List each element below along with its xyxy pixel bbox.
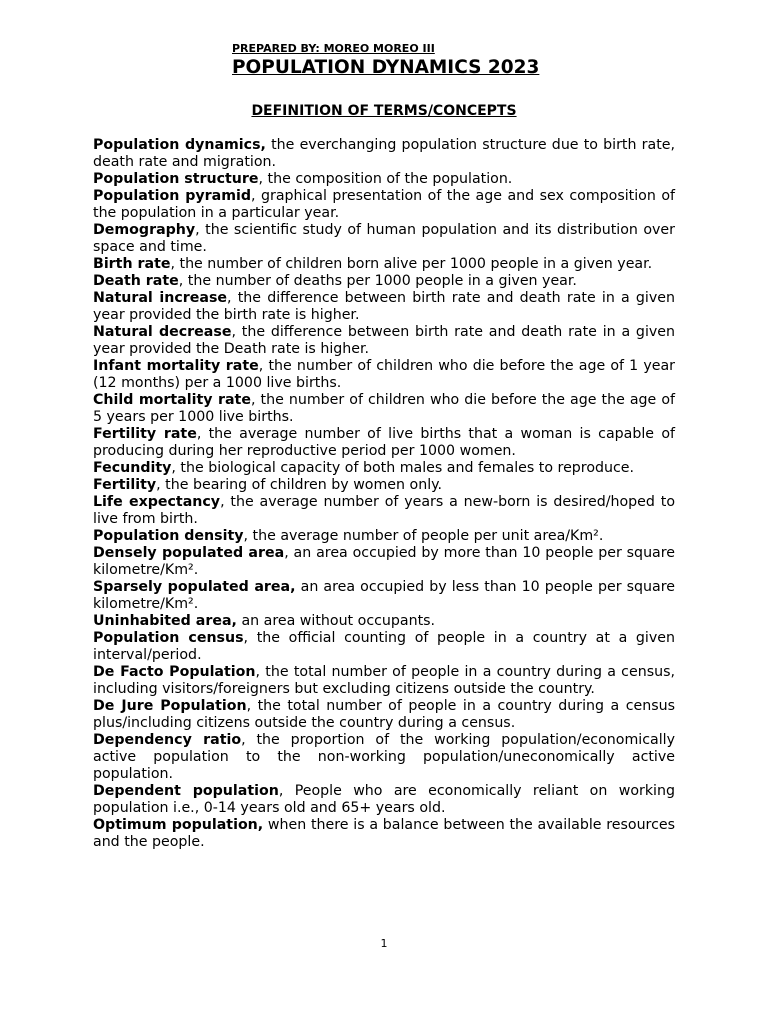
definition-text: , graphical presentation of the age and sex composition of the population in a particular year.	[93, 188, 676, 221]
definition-text: , the number of children who die before the age the age of 5 years per 1000 live births.	[93, 392, 675, 425]
definition-term: Population census	[93, 630, 244, 646]
definition-item	[93, 358, 675, 392]
definition-text: , the number of deaths per 1000 people in a given year.	[178, 273, 577, 289]
definition-text: , the scientific study of human population and its distribution over space and time.	[93, 222, 675, 255]
definition-item	[93, 137, 675, 171]
definition-text: the everchanging population structure due to birth rate, death rate and migration.	[93, 137, 675, 170]
definition-term: Demography	[93, 222, 196, 238]
definition-text: , the difference between birth rate and death rate in a given year provided the birth rate is higher.	[93, 290, 675, 323]
definition-item	[93, 579, 675, 613]
document-header	[232, 42, 539, 80]
definition-text: , the biological capacity of both males and females to reproduce.	[171, 460, 635, 476]
definition-item	[93, 477, 675, 494]
definition-item	[93, 256, 675, 273]
definition-term: Fertility	[93, 477, 157, 493]
definition-text: , the difference between birth rate and death rate in a given year provided the Death rate is higher.	[93, 324, 676, 357]
definition-text: , the average number of people per unit area/Km².	[243, 528, 604, 544]
definition-item	[93, 460, 675, 477]
definition-term: Infant mortality rate	[93, 358, 259, 374]
definition-term: Natural increase	[93, 290, 228, 306]
definition-item	[93, 273, 675, 290]
definition-term: Dependent population	[93, 783, 279, 799]
definition-item	[93, 494, 675, 528]
definition-text: , the number of children born alive per 1000 people in a given year.	[170, 256, 653, 272]
definition-item	[93, 392, 675, 426]
definition-term: De Facto Population	[93, 664, 256, 680]
definition-text: , the average number of live births that a woman is capable of producing during her reproductive period per 1000 women.	[93, 426, 675, 459]
definition-item	[93, 426, 675, 460]
page-number: 1	[380, 937, 388, 950]
definition-item	[93, 290, 675, 324]
definition-text: , an area occupied by more than 10 people per square kilometre/Km².	[93, 545, 675, 578]
definition-item	[93, 528, 675, 545]
definition-item	[93, 817, 675, 851]
definition-term: Densely populated area	[93, 545, 285, 561]
definition-term: Dependency ratio	[93, 732, 242, 748]
definition-term: Population dynamics,	[93, 137, 266, 153]
definition-item	[93, 664, 675, 698]
definition-text: , People who are economically reliant on working population i.e., 0-14 years old and 65+ years old.	[93, 783, 675, 816]
definition-term: Sparsely populated area,	[93, 579, 296, 595]
section-heading: DEFINITION OF TERMS/CONCEPTS	[251, 103, 517, 119]
definition-text: when there is a balance between the available resources and the people.	[93, 817, 676, 850]
definition-text: , the number of children who die before the age of 1 year (12 months) per a 1000 live births.	[93, 358, 675, 391]
definition-term: Natural decrease	[93, 324, 232, 340]
document-title: POPULATION DYNAMICS 2023	[232, 57, 540, 78]
definition-term: Death rate	[93, 273, 179, 289]
definition-term: Child mortality rate	[93, 392, 251, 408]
prepared-by: PREPARED BY: MOREO MOREO III	[232, 42, 435, 55]
definition-item	[93, 188, 675, 222]
definition-text: , the composition of the population.	[258, 171, 513, 187]
definition-item	[93, 783, 675, 817]
definition-item	[93, 171, 675, 188]
definition-item	[93, 222, 675, 256]
definition-text: , the average number of years a new-born is desired/hoped to live from birth.	[93, 494, 675, 527]
definitions-list	[93, 137, 675, 851]
definition-term: Fertility rate	[93, 426, 197, 442]
definition-text: , the total number of people in a country during a census plus/including citizens outside the country during a census.	[93, 698, 676, 731]
definition-term: Population pyramid	[93, 188, 252, 204]
definition-text: an area occupied by less than 10 people per square kilometre/Km².	[93, 579, 675, 612]
definition-term: Uninhabited area,	[93, 613, 237, 629]
definition-term: De Jure Population	[93, 698, 247, 714]
definition-text: , the official counting of people in a country at a given interval/period.	[93, 630, 675, 663]
definition-term: Population structure	[93, 171, 259, 187]
definition-item	[93, 613, 675, 630]
definition-item	[93, 545, 675, 579]
definition-item	[93, 630, 675, 664]
definition-term: Life expectancy	[93, 494, 221, 510]
definition-term: Population density	[93, 528, 244, 544]
definition-item	[93, 732, 675, 783]
definition-term: Fecundity	[93, 460, 172, 476]
definition-item	[93, 324, 675, 358]
definition-item	[93, 698, 675, 732]
definition-text: an area without occupants.	[236, 613, 436, 629]
definition-term: Optimum population,	[93, 817, 264, 833]
definition-text: , the proportion of the working population/economically active population to the non-working population/uneconomically active population.	[93, 732, 675, 782]
definition-text: , the total number of people in a country during a census, including visitors/foreigners but excluding citizens outside the country.	[93, 664, 675, 697]
definition-term: Birth rate	[93, 256, 171, 272]
definition-text: , the bearing of children by women only.	[156, 477, 443, 493]
